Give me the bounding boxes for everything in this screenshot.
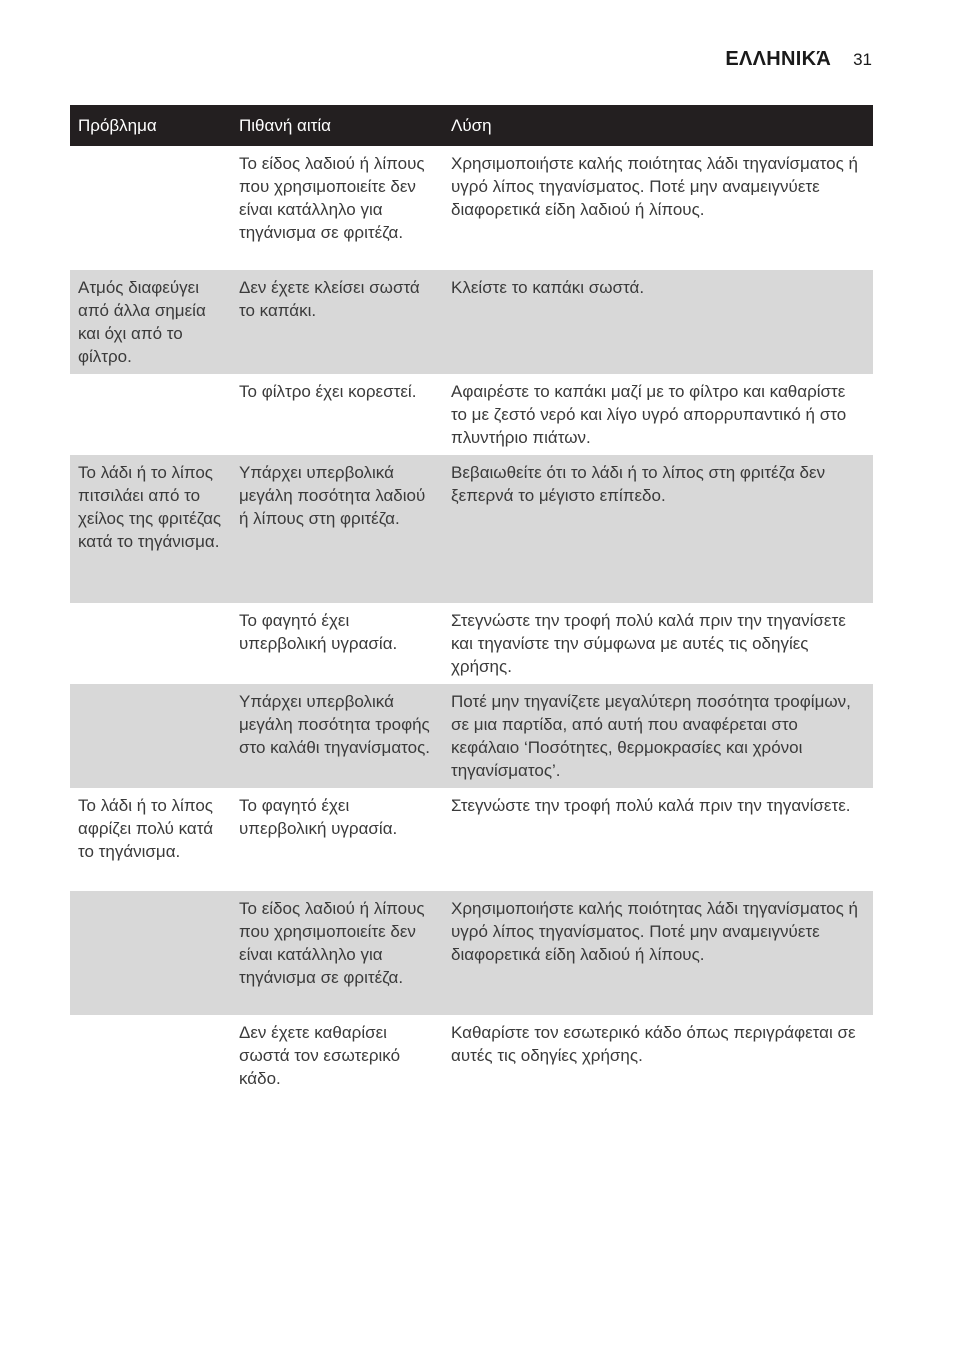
cell-solution: Κλείστε το καπάκι σωστά.: [443, 270, 873, 374]
table-row: [70, 270, 873, 374]
cell-solution: Χρησιμοποιήστε καλής ποιότητας λάδι τηγανίσματος ή υγρό λίπος τηγανίσματος. Ποτέ μην αναμειγνύετε διαφορετικά είδη λαδιού ή λίπους.: [443, 891, 873, 1015]
table-header-row: [70, 105, 873, 146]
table-row: [70, 455, 873, 603]
cell-problem: [70, 146, 231, 270]
table-row: [70, 684, 873, 788]
cell-solution: Χρησιμοποιήστε καλής ποιότητας λάδι τηγανίσματος ή υγρό λίπος τηγανίσματος. Ποτέ μην αναμειγνύετε διαφορετικά είδη λαδιού ή λίπους.: [451, 154, 858, 219]
page-number: 31: [853, 50, 872, 69]
table-body: [70, 146, 873, 1096]
table-row: [70, 374, 873, 455]
cell-solution: Ποτέ μην τηγανίζετε μεγαλύτερη ποσότητα τροφίμων, σε μια παρτίδα, από αυτή που αναφέρεται στο κεφάλαιο ‘Ποσότητες, θερμοκρασίες και χρόνοι τηγανίσματος’.: [443, 684, 873, 788]
cell-solution: Στεγνώστε την τροφή πολύ καλά πριν την τηγανίσετε.: [451, 796, 851, 815]
column-header-cause: Πιθανή αιτία: [231, 105, 443, 146]
cell-problem: [70, 603, 231, 684]
table-row: [70, 788, 873, 891]
cell-cause: Υπάρχει υπερβολικά μεγάλη ποσότητα τροφής στο καλάθι τηγανίσματος.: [231, 684, 443, 788]
cell-problem: [70, 1015, 231, 1096]
cell-solution: Αφαιρέστε το καπάκι μαζί με το φίλτρο και καθαρίστε το με ζεστό νερό και λίγο υγρό απορρυπαντικό ή στο πλυντήριο πιάτων.: [451, 382, 847, 447]
cell-cause: Το είδος λαδιού ή λίπους που χρησιμοποιείτε δεν είναι κατάλληλο για τηγάνισμα σε φριτέζα.: [239, 154, 425, 242]
table-row: [70, 891, 873, 1015]
cell-cause: Δεν έχετε κλείσει σωστά το καπάκι.: [231, 270, 443, 374]
troubleshooting-table: [70, 105, 873, 1096]
cell-cause: Υπάρχει υπερβολικά μεγάλη ποσότητα λαδιού ή λίπους στη φριτέζα.: [231, 455, 443, 603]
cell-problem: [70, 891, 231, 1015]
cell-cause: Το φαγητό έχει υπερβολική υγρασία.: [239, 611, 398, 653]
column-header-problem: Πρόβλημα: [70, 105, 231, 146]
cell-problem: Ατμός διαφεύγει από άλλα σημεία και όχι από το φίλτρο.: [70, 270, 231, 374]
column-header-solution: Λύση: [443, 105, 873, 146]
cell-problem: Το λάδι ή το λίπος αφρίζει πολύ κατά το τηγάνισμα.: [78, 796, 214, 861]
cell-solution: Στεγνώστε την τροφή πολύ καλά πριν την τηγανίσετε και τηγανίστε την σύμφωνα με αυτές τις οδηγίες χρήσης.: [451, 611, 846, 676]
cell-solution: Καθαρίστε τον εσωτερικό κάδο όπως περιγράφεται σε αυτές τις οδηγίες χρήσης.: [451, 1023, 856, 1065]
cell-cause: Δεν έχετε καθαρίσει σωστά τον εσωτερικό κάδο.: [239, 1023, 401, 1088]
page-header: [725, 48, 872, 71]
cell-cause: Το είδος λαδιού ή λίπους που χρησιμοποιείτε δεν είναι κατάλληλο για τηγάνισμα σε φριτέζα.: [231, 891, 443, 1015]
cell-problem: [70, 374, 231, 455]
cell-problem: Το λάδι ή το λίπος πιτσιλάει από το χείλος της φριτέζας κατά το τηγάνισμα.: [70, 455, 231, 603]
table-row: [70, 603, 873, 684]
table-row: [70, 146, 873, 270]
cell-solution: Βεβαιωθείτε ότι το λάδι ή το λίπος στη φριτέζα δεν ξεπερνά το μέγιστο επίπεδο.: [443, 455, 873, 603]
cell-problem: [70, 684, 231, 788]
section-language-title: ΕΛΛΗΝΙΚΆ: [725, 48, 832, 70]
cell-cause: Το φίλτρο έχει κορεστεί.: [239, 382, 417, 401]
table-row: [70, 1015, 873, 1096]
cell-cause: Το φαγητό έχει υπερβολική υγρασία.: [239, 796, 398, 838]
